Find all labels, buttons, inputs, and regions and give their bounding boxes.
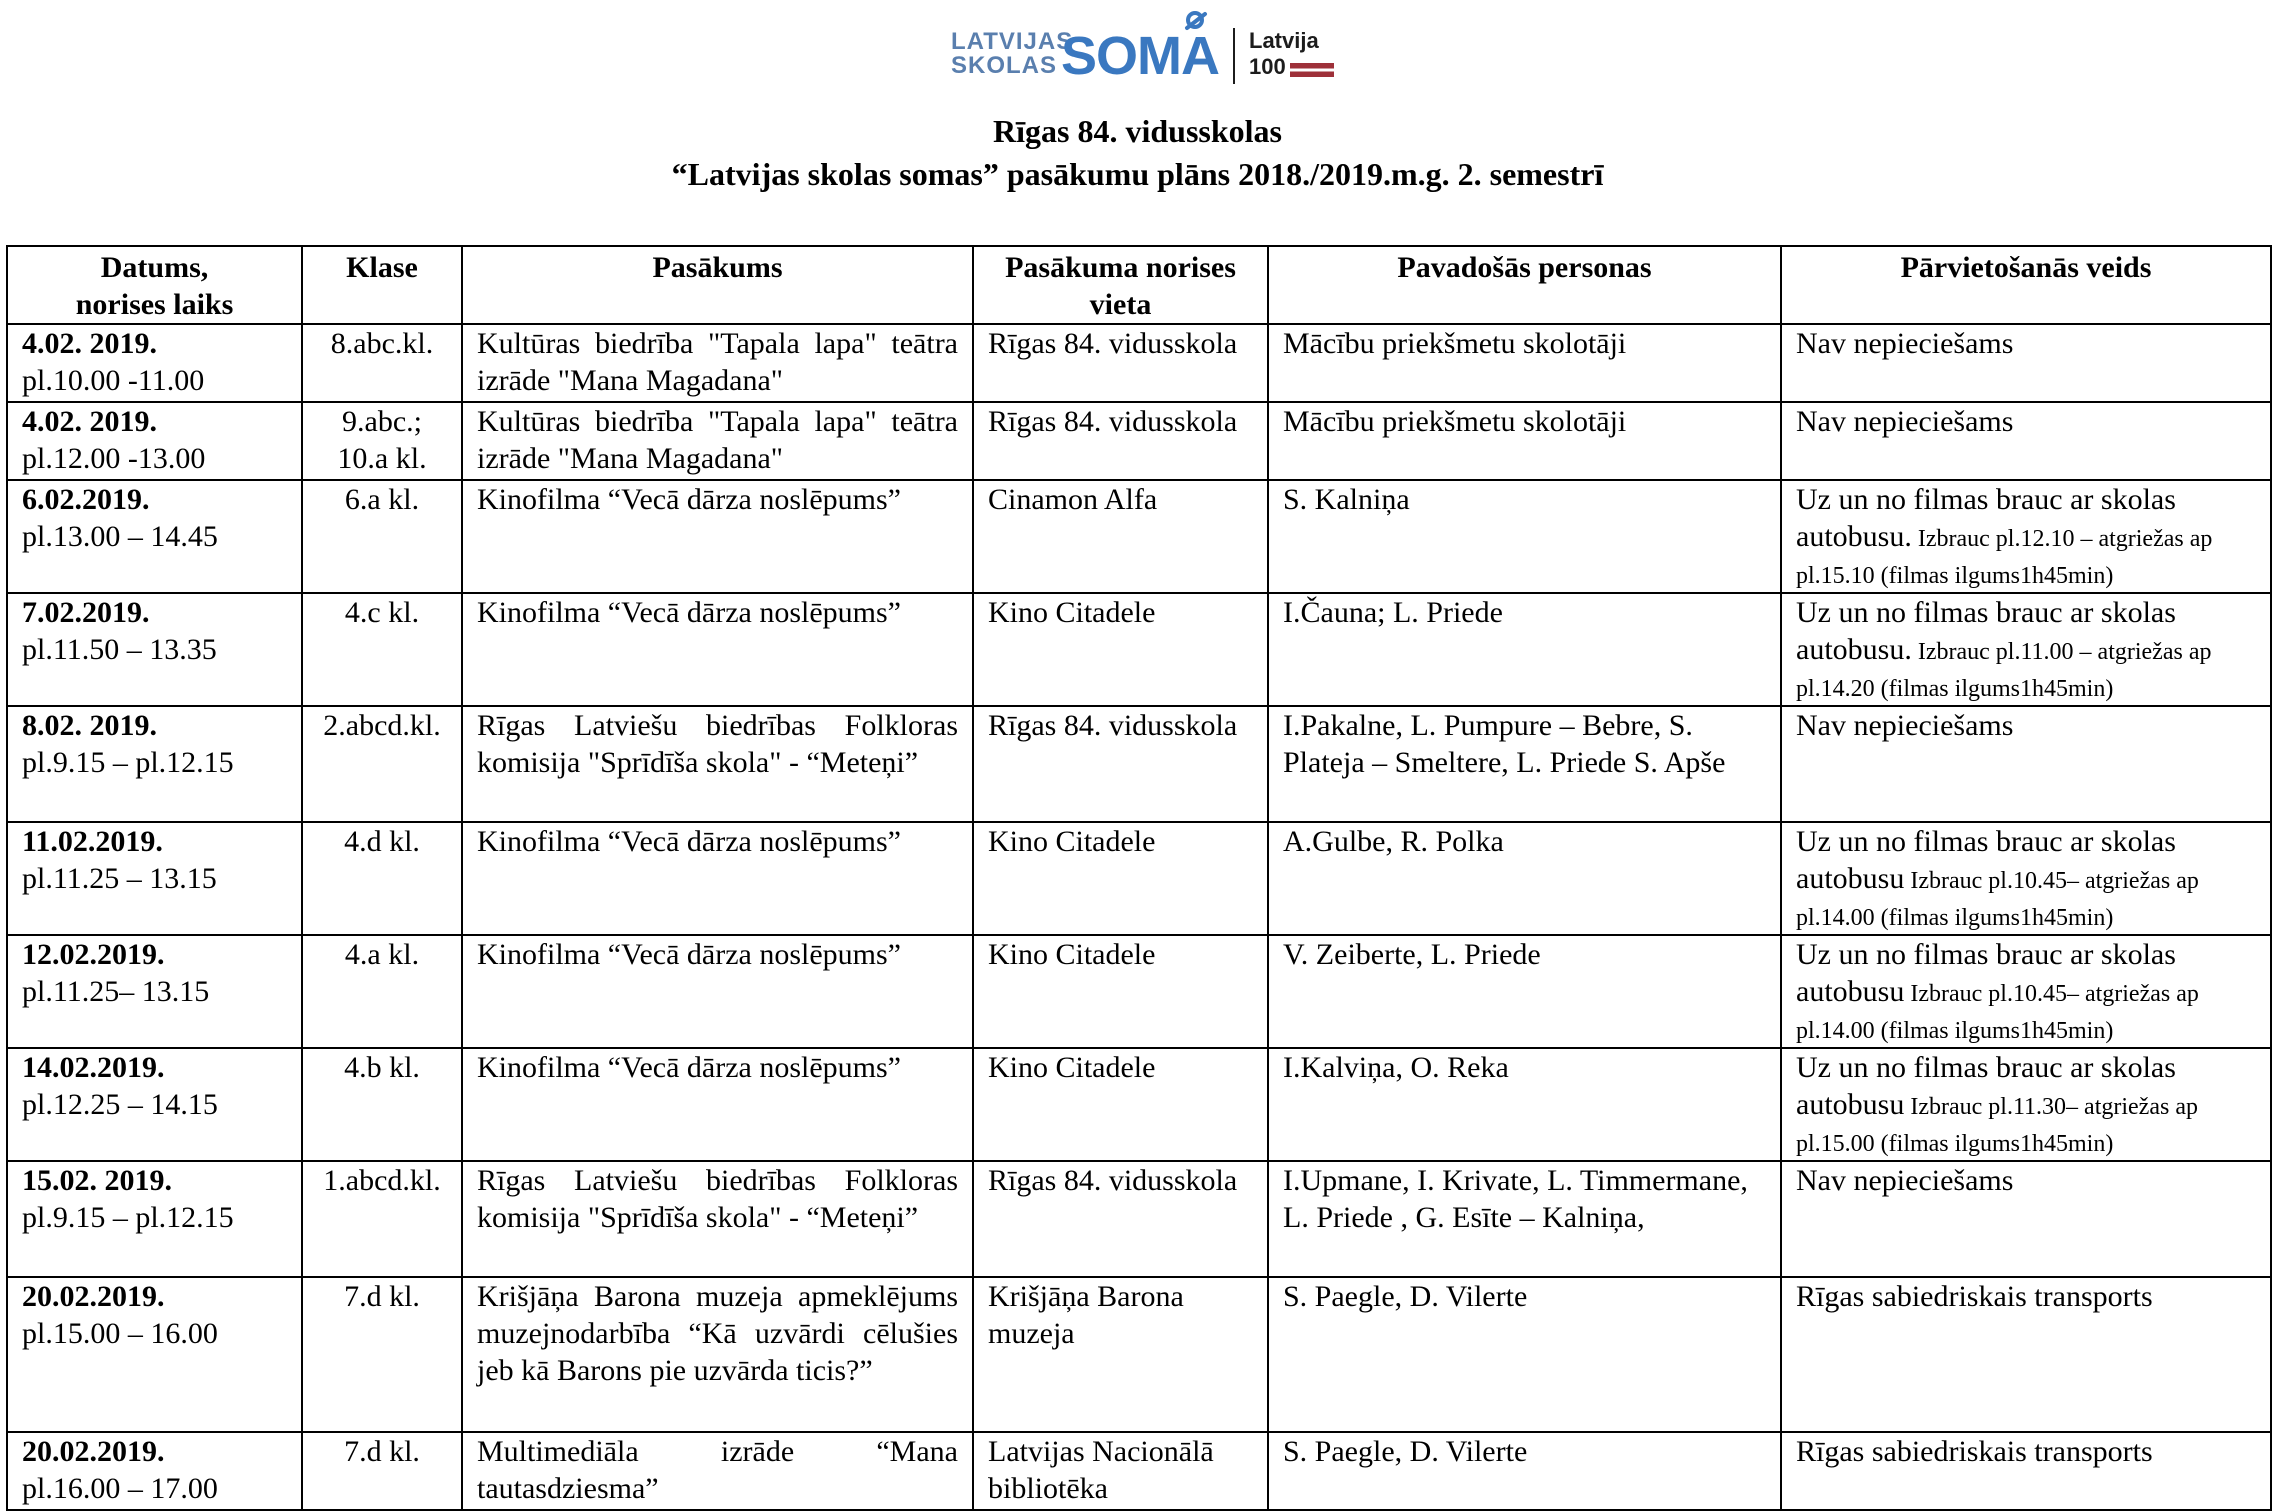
header-date-line2: norises laiks (75, 288, 234, 321)
event-date: 4.02. 2019. (22, 327, 157, 360)
cell-vieta: Kino Citadele (973, 935, 1268, 1048)
cell-klase: 4.a kl. (302, 935, 462, 1048)
cell-klase: 8.abc.kl. (302, 324, 462, 402)
veids-note: Izbrauc pl.12.10 – atgriežas ap pl.15.10 (filmas ilgums1h45min) (1796, 526, 2213, 589)
header-vieta-line2: vieta (1089, 288, 1152, 321)
header-personas: Pavadošās personas (1268, 246, 1781, 324)
event-time: pl.9.15 – pl.12.15 (22, 746, 234, 779)
cell-pasakums: Kinofilma “Vecā dārza noslēpums” (462, 593, 973, 706)
cell-veids (1781, 480, 2271, 593)
table-header-row (7, 246, 2271, 324)
cell-personas: S. Paegle, D. Vilerte (1268, 1277, 1781, 1432)
cell-date (7, 935, 302, 1048)
cell-pasakums: Kinofilma “Vecā dārza noslēpums” (462, 935, 973, 1048)
header-klase: Klase (302, 246, 462, 324)
cell-date (7, 402, 302, 480)
event-date: 8.02. 2019. (22, 709, 157, 742)
cell-date (7, 822, 302, 935)
event-date: 7.02.2019. (22, 596, 150, 629)
table-row (7, 1048, 2271, 1161)
table-row (7, 1432, 2271, 1510)
cell-date (7, 706, 302, 822)
cell-pasakums: Kinofilma “Vecā dārza noslēpums” (462, 480, 973, 593)
logo-soma-text: SOMA (1061, 26, 1219, 86)
table-row (7, 935, 2271, 1048)
cell-klase: 9.abc.; 10.a kl. (302, 402, 462, 480)
cell-pasakums: Kultūras biedrība "Tapala lapa" teātra izrāde "Mana Magadana" (462, 402, 973, 480)
table-row (7, 706, 2271, 822)
cell-veids (1781, 593, 2271, 706)
veids-text: Rīgas sabiedriskais transports (1796, 1435, 2153, 1468)
header-vieta-line1: Pasākuma norises (1005, 251, 1236, 284)
table-row (7, 1277, 2271, 1432)
cell-personas: I.Kalviņa, O. Reka (1268, 1048, 1781, 1161)
cell-personas: I.Upmane, I. Krivate, L. Timmermane, L. Priede , G. Esīte – Kalniņa, (1268, 1161, 1781, 1277)
cell-vieta: Kino Citadele (973, 1048, 1268, 1161)
cell-personas: S. Kalniņa (1268, 480, 1781, 593)
veids-text: Nav nepieciešams (1796, 1164, 2014, 1197)
cell-veids (1781, 1277, 2271, 1432)
cell-date (7, 1048, 302, 1161)
cell-klase: 4.b kl. (302, 1048, 462, 1161)
logo-line2: SKOLAS (951, 52, 1058, 79)
veids-note: Izbrauc pl.11.00 – atgriežas ap pl.14.20 (filmas ilgums1h45min) (1796, 639, 2212, 702)
cell-date (7, 1161, 302, 1277)
cell-klase: 7.d kl. (302, 1277, 462, 1432)
cell-veids (1781, 1432, 2271, 1510)
cell-pasakums: Rīgas Latviešu biedrības Folkloras komisija "Sprīdīša skola" - “Meteņi” (462, 1161, 973, 1277)
cell-personas: A.Gulbe, R. Polka (1268, 822, 1781, 935)
cell-veids (1781, 935, 2271, 1048)
cell-vieta: Rīgas 84. vidusskola (973, 1161, 1268, 1277)
cell-date (7, 480, 302, 593)
cell-vieta: Latvijas Nacionālā bibliotēka (973, 1432, 1268, 1510)
cell-veids (1781, 706, 2271, 822)
table-row (7, 324, 2271, 402)
cell-personas: S. Paegle, D. Vilerte (1268, 1432, 1781, 1510)
table-row (7, 480, 2271, 593)
logo-100-text: 100 (1249, 54, 1286, 79)
veids-text: Uz un no filmas brauc ar skolas autobusu. (1796, 483, 2176, 553)
cell-personas: I.Čauna; L. Priede (1268, 593, 1781, 706)
cell-vieta: Rīgas 84. vidusskola (973, 324, 1268, 402)
cell-klase: 1.abcd.kl. (302, 1161, 462, 1277)
event-time: pl.12.00 -13.00 (22, 442, 206, 475)
event-time: pl.11.25 – 13.15 (22, 862, 217, 895)
veids-text: Nav nepieciešams (1796, 709, 2014, 742)
cell-personas: I.Pakalne, L. Pumpure – Bebre, S. Plateja – Smeltere, L. Priede S. Apše (1268, 706, 1781, 822)
cell-date (7, 1432, 302, 1510)
cell-personas: Mācību priekšmetu skolotāji (1268, 324, 1781, 402)
event-time: pl.9.15 – pl.12.15 (22, 1201, 234, 1234)
events-plan-table (6, 245, 2272, 1511)
cell-klase: 7.d kl. (302, 1432, 462, 1510)
header-vieta (973, 246, 1268, 324)
veids-note: Izbrauc pl.10.45– atgriežas ap pl.14.00 (filmas ilgums1h45min) (1796, 981, 2199, 1044)
event-time: pl.11.25– 13.15 (22, 975, 210, 1008)
cell-veids (1781, 822, 2271, 935)
veids-text: Uz un no filmas brauc ar skolas autobusu (1796, 825, 2176, 895)
cell-pasakums: Rīgas Latviešu biedrības Folkloras komisija "Sprīdīša skola" - “Meteņi” (462, 706, 973, 822)
event-date: 14.02.2019. (22, 1051, 165, 1084)
event-time: pl.11.50 – 13.35 (22, 633, 217, 666)
veids-text: Nav nepieciešams (1796, 327, 2014, 360)
logo-divider (1233, 28, 1235, 84)
cell-personas: V. Zeiberte, L. Priede (1268, 935, 1781, 1048)
cell-veids (1781, 324, 2271, 402)
event-date: 12.02.2019. (22, 938, 165, 971)
cell-klase: 2.abcd.kl. (302, 706, 462, 822)
logo-line1: LATVIJAS (951, 28, 1074, 55)
cell-klase: 4.d kl. (302, 822, 462, 935)
header-pasakums: Pasākums (462, 246, 973, 324)
cell-vieta: Cinamon Alfa (973, 480, 1268, 593)
logo-wordmark-left (951, 30, 1073, 78)
event-date: 15.02. 2019. (22, 1164, 172, 1197)
cell-vieta: Rīgas 84. vidusskola (973, 706, 1268, 822)
event-time: pl.13.00 – 14.45 (22, 520, 218, 553)
document-title-plan: “Latvijas skolas somas” pasākumu plāns 2018./2019.m.g. 2. semestrī (671, 156, 1604, 192)
cell-vieta: Krišjāņa Barona muzeja (973, 1277, 1268, 1432)
event-date: 20.02.2019. (22, 1280, 165, 1313)
cell-veids (1781, 1161, 2271, 1277)
cell-vieta: Kino Citadele (973, 593, 1268, 706)
cell-date (7, 1277, 302, 1432)
cell-personas: Mācību priekšmetu skolotāji (1268, 402, 1781, 480)
veids-text: Uz un no filmas brauc ar skolas autobusu (1796, 938, 2176, 1008)
latvija-100-mark (1249, 28, 1334, 80)
veids-note: Izbrauc pl.10.45– atgriežas ap pl.14.00 (filmas ilgums1h45min) (1796, 868, 2199, 931)
event-time: pl.12.25 – 14.15 (22, 1088, 218, 1121)
cell-vieta: Kino Citadele (973, 822, 1268, 935)
veids-text: Rīgas sabiedriskais transports (1796, 1280, 2153, 1313)
cell-klase: 6.a kl. (302, 480, 462, 593)
cell-pasakums: Kinofilma “Vecā dārza noslēpums” (462, 1048, 973, 1161)
table-row (7, 402, 2271, 480)
table-row (7, 822, 2271, 935)
cell-date (7, 593, 302, 706)
cell-date (7, 324, 302, 402)
document-title-school: Rīgas 84. vidusskolas (993, 113, 1282, 149)
cell-pasakums: Multimediāla izrāde “Mana tautasdziesma” (462, 1432, 973, 1510)
table-row (7, 1161, 2271, 1277)
header-date-line1: Datums, (100, 251, 209, 284)
event-date: 4.02. 2019. (22, 405, 157, 438)
table-row (7, 593, 2271, 706)
latvian-flag-icon (1290, 63, 1334, 77)
cell-vieta: Rīgas 84. vidusskola (973, 402, 1268, 480)
event-date: 11.02.2019. (22, 825, 163, 858)
veids-text: Uz un no filmas brauc ar skolas autobusu. (1796, 596, 2176, 666)
veids-note: Izbrauc pl.11.30– atgriežas ap pl.15.00 (filmas ilgums1h45min) (1796, 1094, 2198, 1157)
cell-veids (1781, 1048, 2271, 1161)
event-time: pl.10.00 -11.00 (22, 364, 205, 397)
veids-text: Uz un no filmas brauc ar skolas autobusu (1796, 1051, 2176, 1121)
cell-pasakums: Krišjāņa Barona muzeja apmeklējums muzejnodarbība “Kā uzvārdi cēlušies jeb kā Barons pie uzvārda ticis?” (462, 1277, 973, 1432)
logo-latvija-text: Latvija (1249, 28, 1319, 53)
cell-pasakums: Kinofilma “Vecā dārza noslēpums” (462, 822, 973, 935)
event-date: 6.02.2019. (22, 483, 150, 516)
event-time: pl.15.00 – 16.00 (22, 1317, 218, 1350)
header-date (7, 246, 302, 324)
cell-klase: 4.c kl. (302, 593, 462, 706)
event-date: 20.02.2019. (22, 1435, 165, 1468)
soma-figure-icon (1165, 10, 1225, 60)
veids-text: Nav nepieciešams (1796, 405, 2014, 438)
event-time: pl.16.00 – 17.00 (22, 1472, 218, 1505)
cell-veids (1781, 402, 2271, 480)
header-veids: Pārvietošanās veids (1781, 246, 2271, 324)
cell-pasakums: Kultūras biedrība "Tapala lapa" teātra izrāde "Mana Magadana" (462, 324, 973, 402)
latvijas-skolas-soma-logo (943, 8, 1348, 100)
